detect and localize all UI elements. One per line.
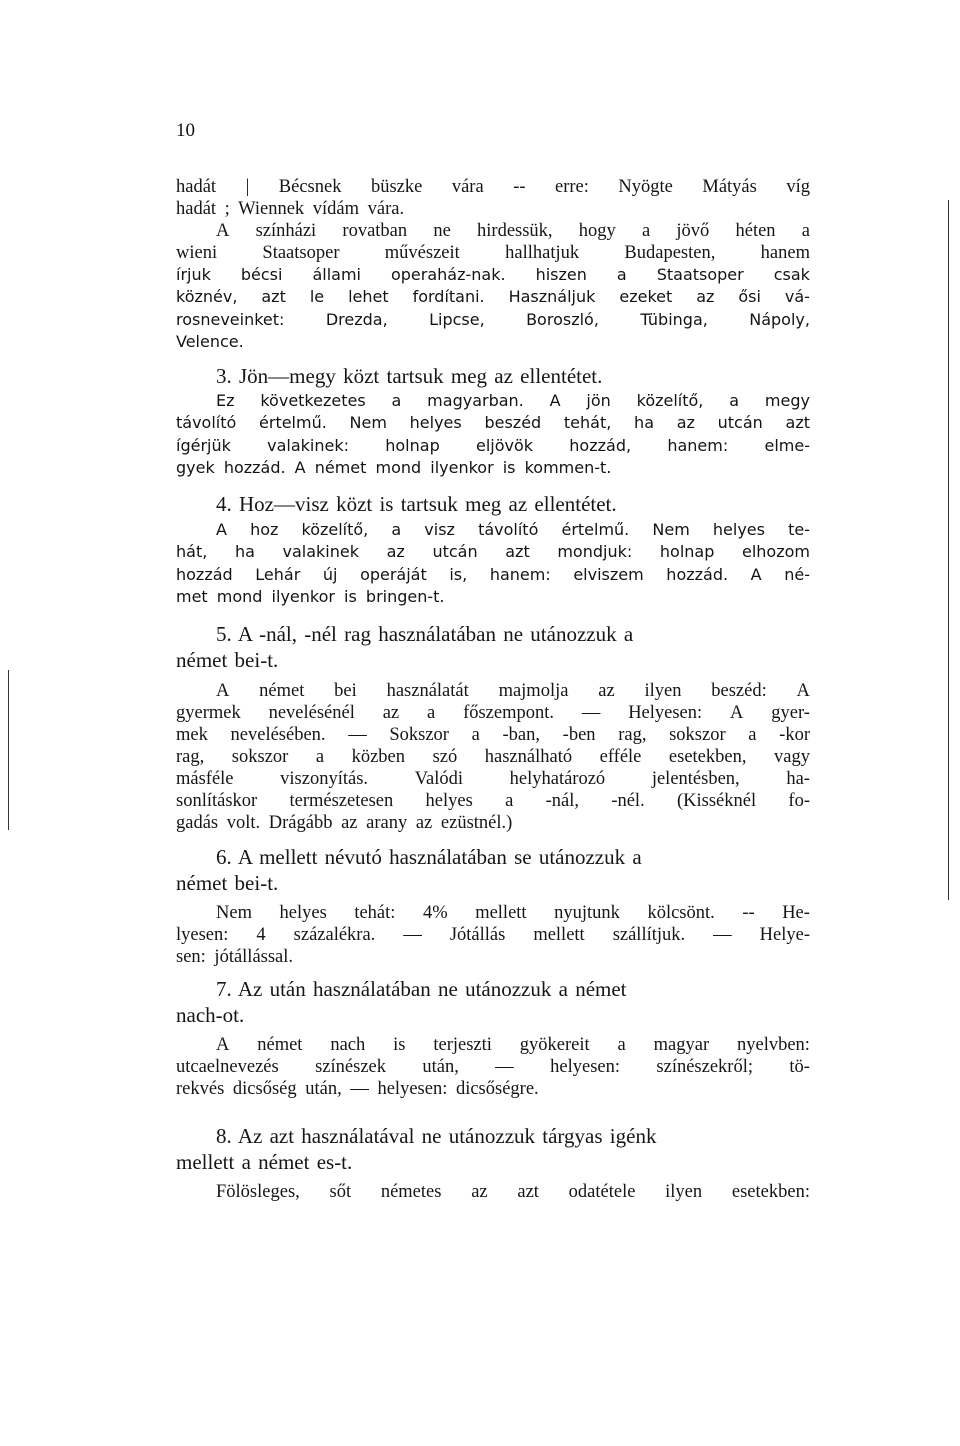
text-line: hát, ha valakinek az utcán azt mondjuk: holnap elhozom — [176, 542, 810, 561]
text-line: másféle viszonyítás. Valódi helyhatározó jelentésben, ha- — [176, 769, 810, 789]
text-line: Ez következetes a magyarban. A jön közelítő, a megy — [216, 391, 810, 410]
text-line: A német nach is terjeszti gyökereit a magyar nyelvben: — [216, 1035, 810, 1055]
section-heading: 8. Az azt használatával ne utánozzuk tárgyas igénk — [216, 1124, 657, 1148]
section-heading: 5. A -nál, -nél rag használatában ne utánozzuk a — [216, 622, 634, 646]
section-heading: német bei-t. — [176, 871, 279, 895]
text-line: A német bei használatát majmolja az ilyen beszéd: A — [216, 681, 810, 701]
section-heading: 3. Jön—megy közt tartsuk meg az ellentétet. — [216, 364, 603, 388]
text-line: mek nevelésében. — Sokszor a -ban, -ben rag, sokszor a -kor — [176, 725, 810, 745]
margin-line — [948, 200, 949, 900]
text-line: gadás volt. Drágább az arany az ezüstnél.) — [176, 813, 513, 833]
text-line: sonlításkor természetesen helyes a -nál, -nél. (Kisséknél fo- — [176, 791, 810, 811]
section-heading: 4. Hoz—visz közt is tartsuk meg az ellentétet. — [216, 492, 617, 516]
section-heading: mellett a német es-t. — [176, 1150, 353, 1174]
text-line: lyesen: 4 százalékra. — Jótállás mellett szállítjuk. — Helye- — [176, 925, 810, 945]
text-line: rosneveinket: Drezda, Lipcse, Boroszló, Tübinga, Nápoly, — [176, 310, 810, 329]
text-line: hadát ; Wiennek vídám vára. — [176, 199, 405, 219]
text-line: hadát | Bécsnek büszke vára -- erre: Nyögte Mátyás víg — [176, 177, 810, 197]
text-line: köznév, azt le lehet fordítani. Használjuk ezeket az ősi vá- — [176, 287, 810, 306]
page-number: 10 — [176, 120, 195, 141]
section-heading: nach-ot. — [176, 1003, 245, 1027]
text-line: A hoz közelítő, a visz távolító értelmű. Nem helyes te- — [216, 520, 810, 539]
section-heading: 7. Az után használatában ne utánozzuk a német — [216, 977, 627, 1001]
text-line: utcaelnevezés színészek után, — helyesen: színészekről; tö- — [176, 1057, 810, 1077]
text-line: A színházi rovatban ne hirdessük, hogy a jövő héten a — [216, 221, 810, 241]
text-line: rekvés dicsőség után, — helyesen: dicsőségre. — [176, 1079, 539, 1099]
text-line: wieni Staatsoper művészeit hallhatjuk Budapesten, hanem — [176, 243, 810, 263]
text-line: gyermek nevelésénél az a főszempont. — Helyesen: A gyer- — [176, 703, 810, 723]
text-line: gyek hozzád. A német mond ilyenkor is kommen-t. — [176, 458, 612, 477]
text-line: Velence. — [176, 332, 244, 351]
text-line: sen: jótállással. — [176, 947, 294, 967]
text-line: rag, sokszor a közben szó használható efféle esetekben, vagy — [176, 747, 810, 767]
text-line: Fölösleges, sőt németes az azt odatétele ilyen esetekben: — [216, 1182, 810, 1202]
text-line: hozzád Lehár új operáját is, hanem: elviszem hozzád. A né- — [176, 565, 810, 584]
text-line: írjuk bécsi állami operaház-nak. hiszen a Staatsoper csak — [176, 265, 810, 284]
text-line: távolító értelmű. Nem helyes beszéd tehát, ha az utcán azt — [176, 413, 810, 432]
margin-line — [8, 670, 9, 830]
section-heading: német bei-t. — [176, 648, 279, 672]
text-line: met mond ilyenkor is bringen-t. — [176, 587, 445, 606]
section-heading: 6. A mellett névutó használatában se utánozzuk a — [216, 845, 642, 869]
text-line: ígérjük valakinek: holnap eljövök hozzád, hanem: elme- — [176, 436, 810, 455]
text-line: Nem helyes tehát: 4% mellett nyujtunk kölcsönt. -- He- — [216, 903, 810, 923]
